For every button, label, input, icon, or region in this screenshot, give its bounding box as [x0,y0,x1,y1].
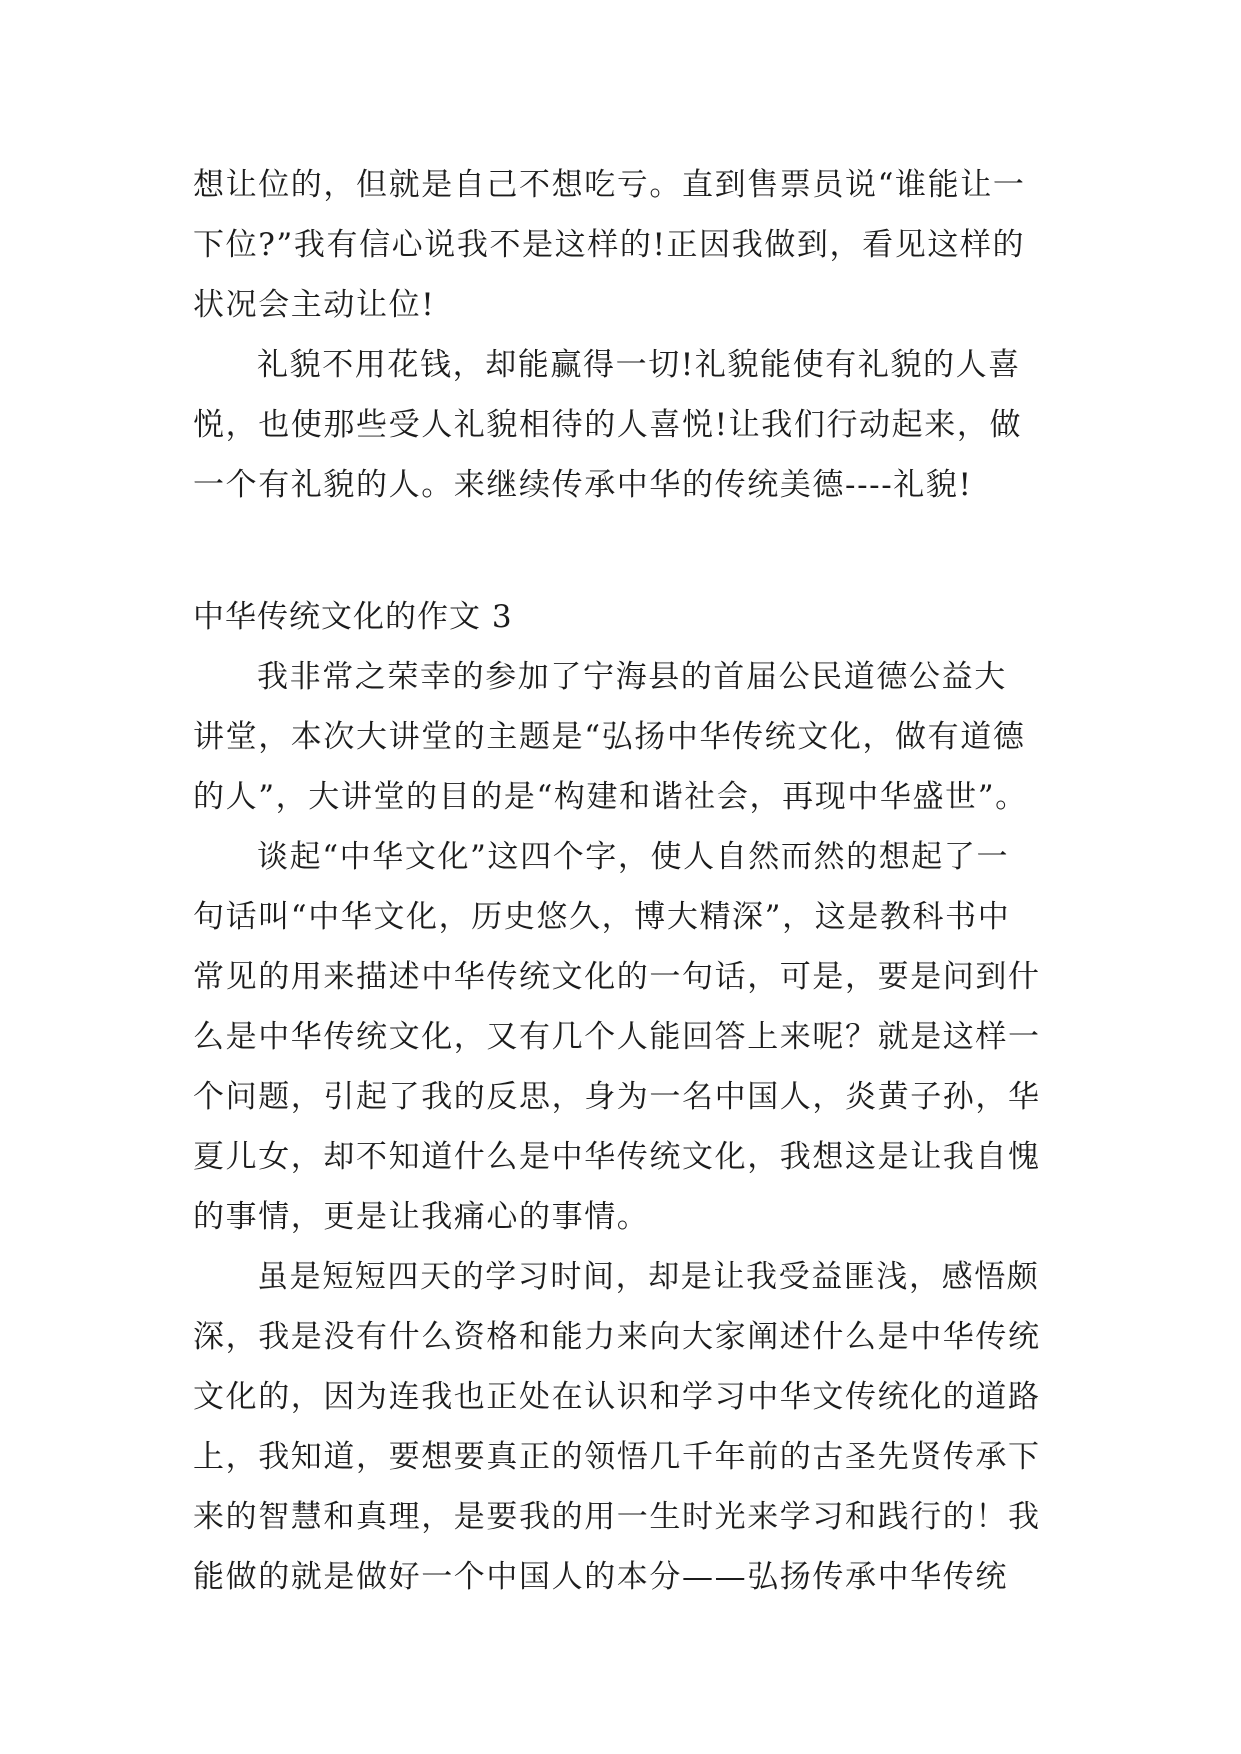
text-line: 谈起“中华文化”这四个字，使人自然而然的想起了一 [257,839,1010,875]
text-line: 的人”，大讲堂的目的是“构建和谐社会，再现中华盛世”。 [193,779,1028,815]
text-line: 句话叫“中华文化，历史悠久，博大精深”，这是教科书中 [193,899,1011,935]
text-line: 个问题，引起了我的反思，身为一名中国人，炎黄子孙，华 [193,1079,1041,1115]
text-line: 我非常之荣幸的参加了宁海县的首届公民道德公益大 [257,659,1007,695]
text-line: 礼貌不用花钱，却能赢得一切!礼貌能使有礼貌的人喜 [257,347,1021,383]
text-line: 上，我知道，要想要真正的领悟几千年前的古圣先贤传承下 [193,1439,1041,1475]
text-line: 虽是短短四天的学习时间，却是让我受益匪浅，感悟颇 [257,1259,1040,1295]
text-line: 夏儿女，却不知道什么是中华传统文化，我想这是让我自愧 [193,1139,1041,1175]
essay-heading: 中华传统文化的作文 3 [193,599,513,635]
text-line: 讲堂，本次大讲堂的主题是“弘扬中华传统文化，做有道德 [193,719,1026,755]
text-line: 下位?”我有信心说我不是这样的!正因我做到，看见这样的 [193,227,1026,263]
text-line: 状况会主动让位! [193,287,436,323]
text-line: 想让位的，但就是自己不想吃亏。直到售票员说“谁能让一 [193,167,1026,203]
text-line: 一个有礼貌的人。来继续传承中华的传统美德----礼貌! [193,467,973,503]
document-body [193,155,1073,1607]
text-line: 文化的，因为连我也正处在认识和学习中华文传统化的道路 [193,1379,1041,1415]
text-line: 常见的用来描述中华传统文化的一句话，可是，要是问到什 [193,959,1041,995]
paragraph [193,647,1073,827]
text-line: 深，我是没有什么资格和能力来向大家阐述什么是中华传统 [193,1319,1041,1355]
text-line: 么是中华传统文化，又有几个人能回答上来呢？就是这样一 [193,1019,1041,1055]
text-line: 悦，也使那些受人礼貌相待的人喜悦!让我们行动起来，做 [193,407,1023,443]
text-line: 来的智慧和真理，是要我的用一生时光来学习和践行的！我 [193,1499,1041,1535]
paragraph [193,1247,1073,1607]
text-line: 能做的就是做好一个中国人的本分——弘扬传承中华传统 [193,1559,1008,1595]
paragraph-continued [193,155,1073,335]
section-gap [193,515,1073,587]
paragraph [193,335,1073,515]
paragraph [193,827,1073,1247]
text-line: 的事情，更是让我痛心的事情。 [193,1199,650,1235]
